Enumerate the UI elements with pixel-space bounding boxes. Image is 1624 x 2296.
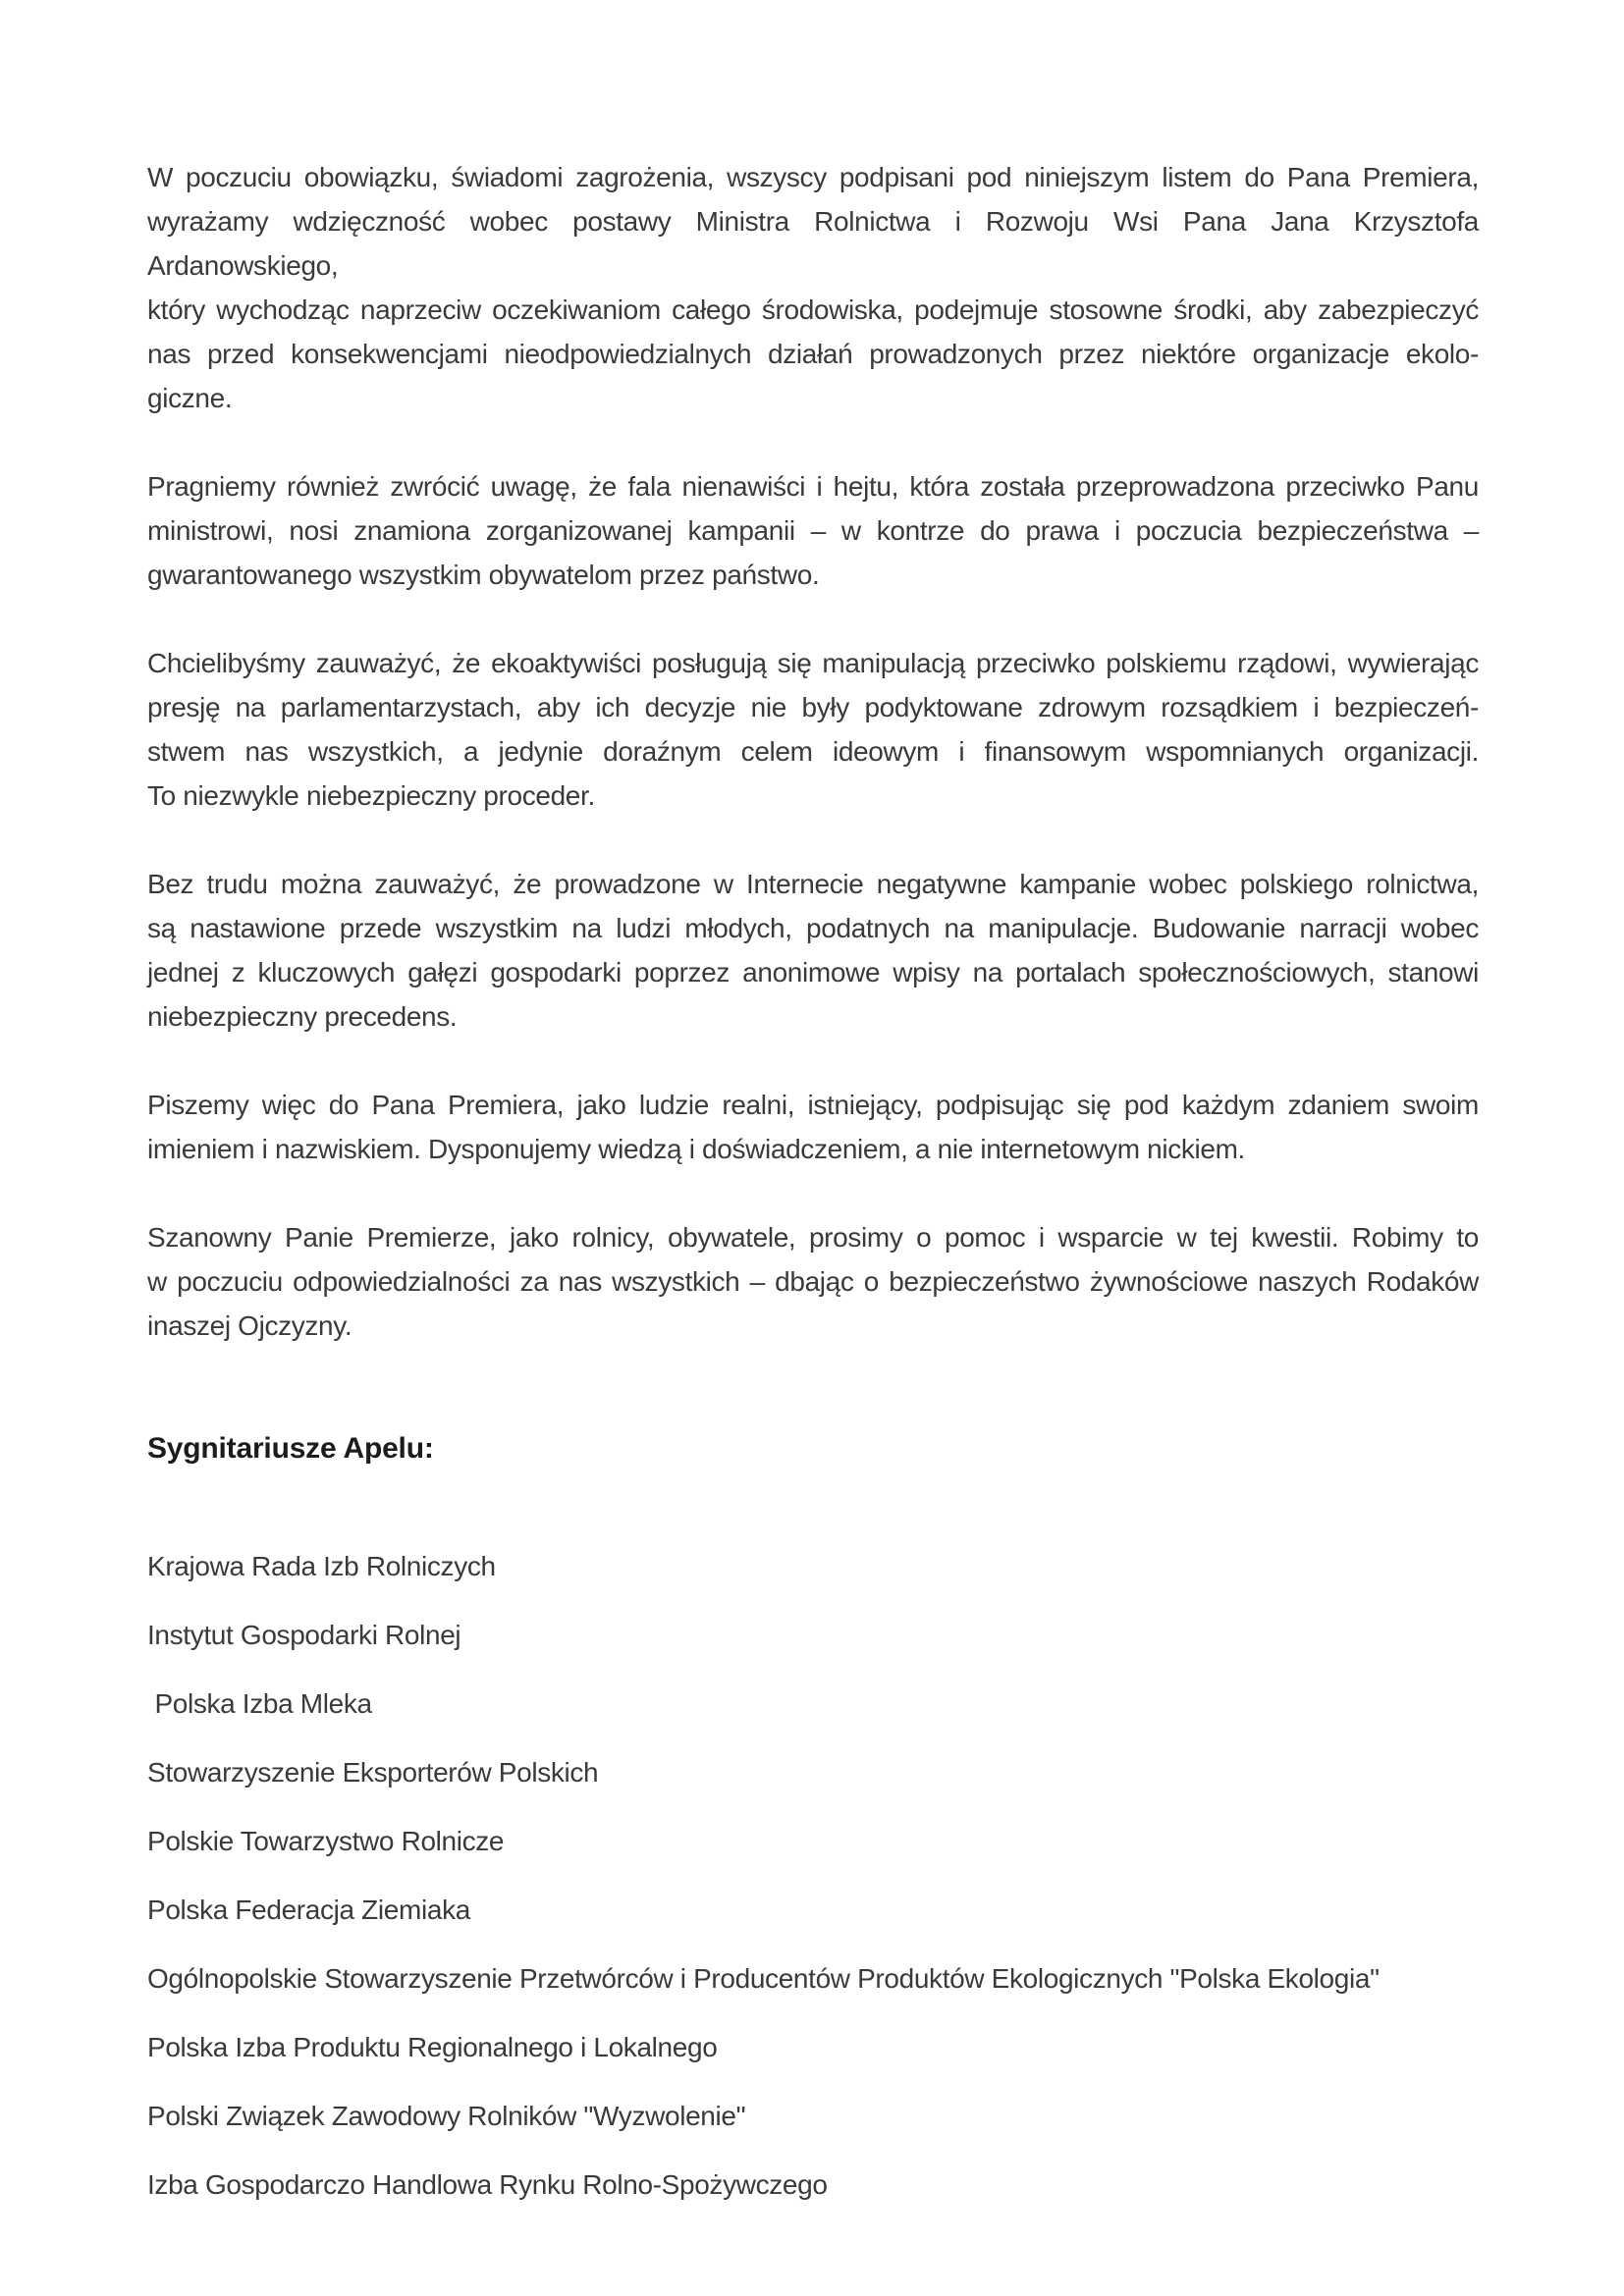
paragraph-line: Pragniemy również zwrócić uwagę, że fala nienawiści i hejtu, która została przeprowadzona przeciwko Panu xyxy=(147,471,1479,502)
paragraph-line: jednej z kluczowych gałęzi gospodarki poprzez anonimowe wpisy na portalach społecznościowych, stanowi xyxy=(147,957,1479,988)
signatories-list xyxy=(147,1544,1479,2207)
signatories-heading: Sygnitariusze Apelu: xyxy=(147,1432,434,1465)
paragraph-line: ministrowi, nosi znamiona zorganizowanej kampanii – w kontrze do prawa i poczucia bezpieczeństwa – xyxy=(147,515,1479,546)
paragraph-line: presję na parlamentarzystach, aby ich decyzje nie były podyktowane zdrowym rozsądkiem i bezpieczeń- xyxy=(147,692,1479,722)
signatory-item: Ogólnopolskie Stowarzyszenie Przetwórców i Producentów Produktów Ekologicznych "Polska Ekologia" xyxy=(147,1963,1380,1994)
signatory-item: Izba Gospodarczo Handlowa Rynku Rolno-Spożywczego xyxy=(147,2169,828,2200)
paragraph-line: w poczuciu odpowiedzialności za nas wszystkich – dbając o bezpieczeństwo żywnościowe naszych Rodaków xyxy=(147,1266,1479,1297)
paragraph-line: Szanowny Panie Premierze, jako rolnicy, obywatele, prosimy o pomoc i wsparcie w tej kwestii. Robimy to xyxy=(147,1222,1479,1253)
signatory-item: Polska Izba Produktu Regionalnego i Lokalnego xyxy=(147,2032,718,2062)
paragraph-line: wyrażamy wdzięczność wobec postawy Ministra Rolnictwa i Rozwoju Wsi Pana Jana Krzysztofa Ardanowskiego, xyxy=(147,206,1479,281)
signatory-item: Polska Federacja Ziemiaka xyxy=(147,1895,470,1925)
paragraph-line: Bez trudu można zauważyć, że prowadzone w Internecie negatywne kampanie wobec polskiego rolnictwa, xyxy=(147,869,1479,899)
letter-paragraph xyxy=(147,464,1479,597)
signatory-item: Polska Izba Mleka xyxy=(147,1688,372,1719)
paragraph-line: giczne. xyxy=(147,383,233,413)
letter-paragraph xyxy=(147,1083,1479,1171)
letter-paragraph xyxy=(147,155,1479,420)
paragraph-line: gwarantowanego wszystkim obywatelom przez państwo. xyxy=(147,560,820,590)
letter-paragraph xyxy=(147,1215,1479,1348)
letter-body xyxy=(147,155,1479,1348)
signatory-item: Stowarzyszenie Eksporterów Polskich xyxy=(147,1757,599,1788)
letter-paragraph xyxy=(147,862,1479,1039)
signatory-item: Polski Związek Zawodowy Rolników "Wyzwolenie" xyxy=(147,2101,746,2131)
paragraph-line: Piszemy więc do Pana Premiera, jako ludzie realni, istniejący, podpisując się pod każdym zdaniem swoim xyxy=(147,1090,1479,1120)
paragraph-line: nas przed konsekwencjami nieodpowiedzialnych działań prowadzonych przez niektóre organizacje ekolo- xyxy=(147,339,1479,369)
paragraph-line: niebezpieczny precedens. xyxy=(147,1001,458,1032)
paragraph-line: są nastawione przede wszystkim na ludzi młodych, podatnych na manipulacje. Budowanie narracji wobec xyxy=(147,913,1479,943)
paragraph-line: Chcielibyśmy zauważyć, że ekoaktywiści posługują się manipulacją przeciwko polskiemu rządowi, wywierając xyxy=(147,648,1479,678)
paragraph-line: który wychodząc naprzeciw oczekiwaniom całego środowiska, podejmuje stosowne środki, aby zabezpieczyć xyxy=(147,294,1479,325)
letter-paragraph xyxy=(147,641,1479,818)
signatory-item: Instytut Gospodarki Rolnej xyxy=(147,1620,461,1650)
paragraph-line: inaszej Ojczyzny. xyxy=(147,1310,352,1341)
paragraph-line: To niezwykle niebezpieczny proceder. xyxy=(147,780,595,811)
signatory-item: Polskie Towarzystwo Rolnicze xyxy=(147,1826,505,1856)
paragraph-line: W poczuciu obowiązku, świadomi zagrożenia, wszyscy podpisani pod niniejszym listem do Pana Premiera, xyxy=(147,162,1479,192)
signatory-item: Krajowa Rada Izb Rolniczych xyxy=(147,1551,496,1581)
paragraph-line: stwem nas wszystkich, a jedynie doraźnym celem ideowym i finansowym wspomnianych organizacji. xyxy=(147,736,1479,767)
paragraph-line: imieniem i nazwiskiem. Dysponujemy wiedzą i doświadczeniem, a nie internetowym nickiem. xyxy=(147,1134,1245,1164)
